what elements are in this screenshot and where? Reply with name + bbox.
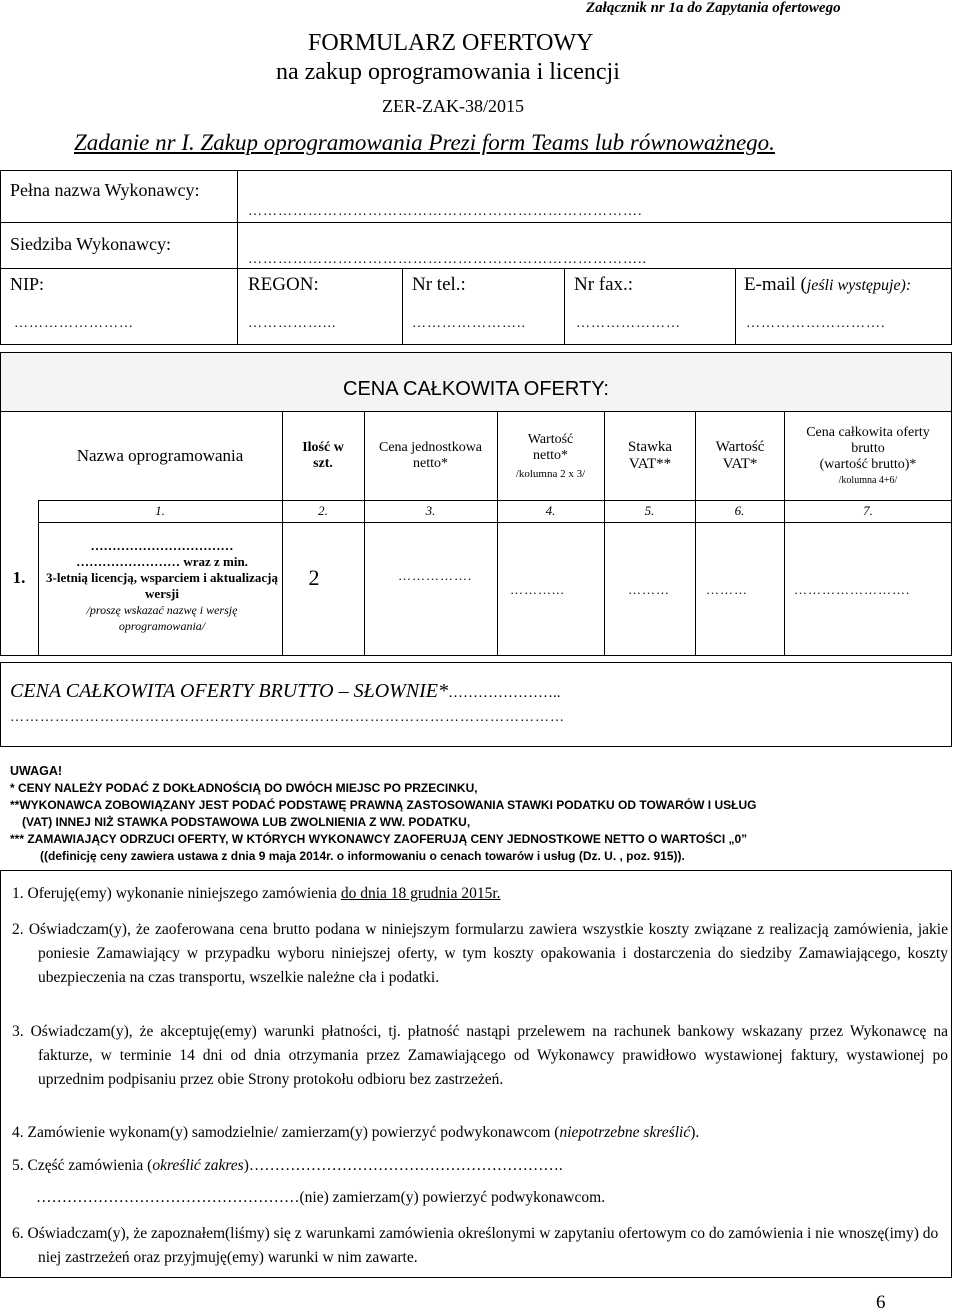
col-header-name: Nazwa oprogramowania <box>76 445 244 465</box>
contractor-seat-field[interactable]: …………………………………………………………………….. <box>248 252 647 267</box>
form-subtitle: na zakup oprogramowania i licencji <box>276 59 620 85</box>
gross-in-words-dots[interactable]: ………………….. <box>448 685 561 701</box>
row-quantity: 2 <box>308 565 320 590</box>
clause-5-scope-field[interactable]: )……………………………………………………. <box>243 1157 563 1174</box>
words-box <box>0 662 952 747</box>
clause-5-text: 5. Część zamówienia ( <box>12 1157 153 1174</box>
clause-1-text: 1. Oferuję(emy) wykonanie niniejszego zamówienia <box>12 885 341 902</box>
row-vat-rate[interactable]: ……… <box>628 582 670 597</box>
col-number-4: 4. <box>545 503 556 518</box>
nip-label: NIP: <box>10 274 45 294</box>
contractor-name-label: Pełna nazwa Wykonawcy: <box>10 180 200 200</box>
software-name-dots: …………………………… <box>90 538 234 553</box>
clause-4-hint: niepotrzebne skreślić <box>559 1124 691 1141</box>
row-vat-value[interactable]: ……… <box>706 582 748 597</box>
regon-field[interactable]: ……………... <box>248 316 337 331</box>
clause-1 <box>12 885 501 903</box>
form-title: FORMULARZ OFERTOWY <box>308 30 594 56</box>
note-3a: *** ZAMAWIAJĄCY ODRZUCI OFERTY, W KTÓRYCH WYKONAWCY ZAOFERUJĄ CENY JEDNOSTKOWE NETTO O WARTOŚCI „0” <box>10 832 748 846</box>
clause-5-hint: określić zakres <box>152 1157 244 1174</box>
task-title: Zadanie nr I. Zakup oprogramowania Prezi form Teams lub równoważnego. <box>74 130 775 155</box>
net-value-title: Wartość netto* <box>527 431 574 463</box>
price-table-title: CENA CAŁKOWITA OFERTY: <box>343 378 609 400</box>
annex-label: Załącznik nr 1a do Zapytania ofertowego <box>586 0 841 16</box>
row-gross-total[interactable]: ……………………. <box>794 582 911 597</box>
notes-heading: UWAGA! <box>10 764 63 778</box>
col-header-gross-total <box>784 411 952 500</box>
row-net-value[interactable]: ………... <box>510 582 565 597</box>
note-3b: ((definicję ceny zawiera ustawa z dnia 9 maja 2014r. o informowaniu o cenach towarów i usług (Dz. U. , poz. 915)). <box>40 849 685 863</box>
gross-total-formula: /kolumna 4+6/ <box>838 475 898 486</box>
email-label <box>744 274 911 296</box>
email-label-optional: jeśli występuje): <box>806 277 912 294</box>
col-header-net-value <box>497 411 604 500</box>
col-number-1: 1. <box>155 503 165 518</box>
gross-in-words-label <box>10 680 561 703</box>
software-name-hint: /proszę wskazać nazwę i wersję oprogramowania/ <box>86 603 238 633</box>
nip-field[interactable]: …………………… <box>14 316 134 331</box>
clause-6: 6. Oświadczam(y), że zapoznałem(liśmy) się z warunkami zamówienia określonymi w zapytaniu ofertowym co do zamówienia i nie wnoszę(imy) do niej zastrzeżeń oraz przyjmuję(emy) warunki w nim zawarte. <box>12 1225 939 1266</box>
col-header-vat-rate: Stawka VAT** <box>627 438 673 472</box>
row-number: 1. <box>12 568 26 587</box>
col-header-vat-value: Wartość VAT* <box>715 438 765 472</box>
note-2b: (VAT) INNEJ NIŻ STAWKA PODSTAWOWA LUB ZWOLNIENIA Z WW. PODATKU, <box>22 815 471 829</box>
tel-label: Nr tel.: <box>412 274 466 295</box>
page-number: 6 <box>876 1292 886 1313</box>
col-number-2: 2. <box>318 503 328 518</box>
tel-field[interactable]: ………………….. <box>412 316 526 331</box>
note-2a: **WYKONAWCA ZOBOWIĄZANY JEST PODAĆ PODSTAWĘ PRAWNĄ ZASTOSOWANIA STAWKI PODATKU OD TOWARÓW I USŁUG <box>10 798 757 812</box>
clause-4-end: ). <box>690 1124 700 1141</box>
fax-label: Nr fax.: <box>574 274 634 295</box>
col-header-qty: Ilość w szt. <box>302 439 344 471</box>
net-value-formula: /kolumna 2 x 3/ <box>515 467 586 480</box>
contractor-seat-label: Siedziba Wykonawcy: <box>10 234 172 254</box>
col-number-5: 5. <box>644 503 655 518</box>
clause-5 <box>12 1157 563 1175</box>
col-number-7: 7. <box>863 503 873 518</box>
reference-number: ZER-ZAK-38/2015 <box>382 96 524 116</box>
row-unit-price[interactable]: ……………. <box>398 568 473 583</box>
gross-in-words-text: CENA CAŁKOWITA OFERTY BRUTTO – SŁOWNIE* <box>10 680 449 702</box>
note-1: * CENY NALEŻY PODAĆ Z DOKŁADNOŚCIĄ DO DWÓCH MIEJSC PO PRZECINKU, <box>10 781 478 795</box>
software-name-line3: 3-letnią licencją, wsparciem i aktualizacją wersji <box>46 570 278 601</box>
software-name-line2: …………………… wraz z min. <box>76 554 248 569</box>
clause-2: 2. Oświadczam(y), że zaoferowana cena brutto podana w niniejszym formularzu zawiera wszystkie koszty związane z realizacją zamówienia, jakie poniesie Zamawiający w przypadku wyboru niniejszej oferty, w tym koszty opakowania i dostarczenia do siedziby Zamawiającego, koszty ubezpieczenia na czas transportu, wszelkie należne cła i podatki. <box>12 921 948 986</box>
clause-3: 3. Oświadczam(y), że akceptuję(emy) warunki płatności, tj. płatność nastąpi przelewem na rachunek bankowy wskazany przez Wykonawcę na fakturze, w terminie 14 dni od dnia otrzymania przez Zamawiającego od Wykonawcy prawidłowo wystawionej faktury, wystawionej po uprzednim podpisaniu przez obie Strony protokołu odbioru bez zastrzeżeń. <box>12 1023 948 1088</box>
clause-1-deadline: do dnia 18 grudnia 2015r. <box>340 885 501 902</box>
clause-5-continued[interactable]: ……………………………………………(nie) zamierzam(y) powierzyć podwykonawcom. <box>36 1189 606 1206</box>
clause-4-text: 4. Zamówienie wykonam(y) samodzielnie/ zamierzam(y) powierzyć podwykonawcom ( <box>12 1124 560 1141</box>
gross-total-sub: (wartość brutto)* <box>819 457 917 472</box>
email-field[interactable]: ………………………. <box>746 316 886 331</box>
row-software-name[interactable] <box>44 538 280 634</box>
col-header-unit-price: Cena jednostkowa netto* <box>378 439 483 471</box>
fax-field[interactable]: ………………… <box>576 316 681 331</box>
gross-in-words-line2[interactable]: ………………………………………………………………………………………………… <box>10 710 565 725</box>
contractor-name-field[interactable]: ……………………………………………………………………. <box>248 204 643 219</box>
col-number-3: 3. <box>425 503 436 518</box>
regon-label: REGON: <box>248 274 319 295</box>
col-number-6: 6. <box>734 503 745 518</box>
email-label-main: E-mail ( <box>744 274 807 295</box>
clause-4 <box>12 1124 699 1142</box>
gross-total-title: Cena całkowita oferty brutto <box>806 425 930 456</box>
